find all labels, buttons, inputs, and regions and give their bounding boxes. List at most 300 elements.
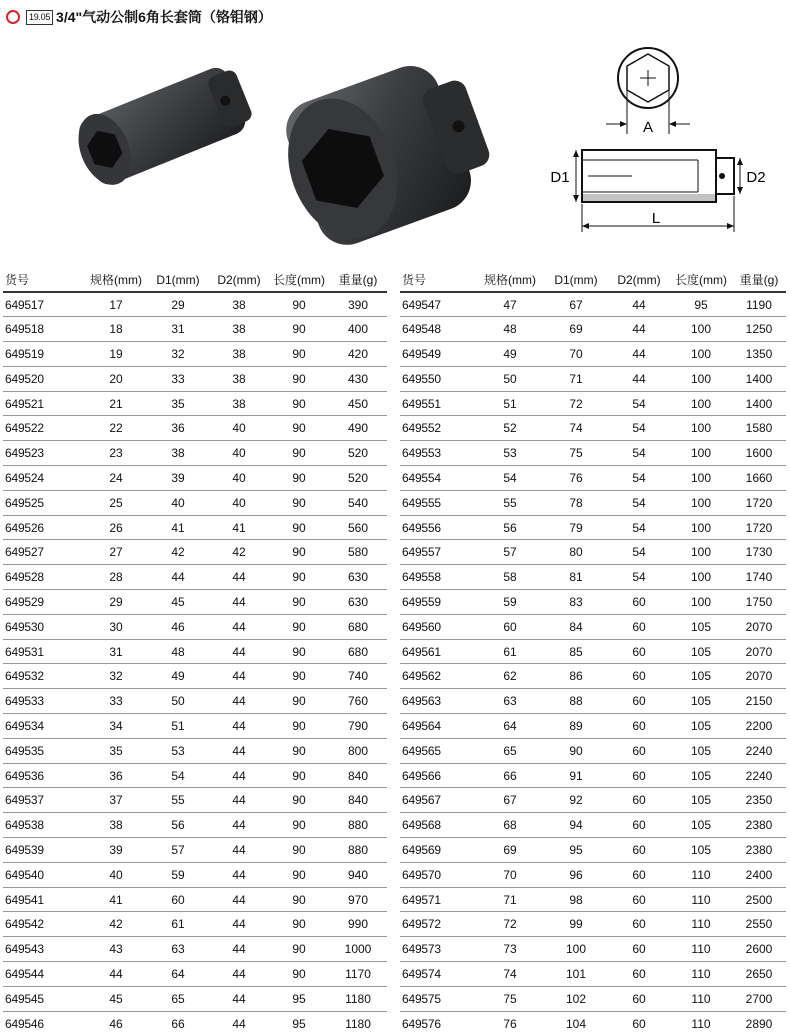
cell-d2: 60 xyxy=(608,714,670,739)
cell-code: 649525 xyxy=(3,490,85,515)
cell-d1: 95 xyxy=(544,838,608,863)
cell-size: 42 xyxy=(85,912,147,937)
cell-length: 90 xyxy=(269,292,329,317)
cell-length: 90 xyxy=(269,738,329,763)
cell-weight: 1000 xyxy=(329,937,387,962)
cell-size: 66 xyxy=(476,763,544,788)
table-row xyxy=(400,590,786,615)
cell-d1: 51 xyxy=(147,714,209,739)
cell-length: 90 xyxy=(269,813,329,838)
large-socket-photo xyxy=(278,52,496,252)
cell-size: 45 xyxy=(85,986,147,1011)
col-header-code: 货号 xyxy=(3,268,85,292)
table-row xyxy=(400,986,786,1011)
cell-code: 649571 xyxy=(400,887,476,912)
cell-d1: 59 xyxy=(147,862,209,887)
cell-size: 55 xyxy=(476,490,544,515)
spec-table xyxy=(3,268,387,1035)
cell-code: 649545 xyxy=(3,986,85,1011)
table-row xyxy=(400,416,786,441)
cell-d2: 60 xyxy=(608,639,670,664)
cell-d1: 90 xyxy=(544,738,608,763)
col-header-code: 货号 xyxy=(400,268,476,292)
table-row xyxy=(3,565,387,590)
table-row xyxy=(400,366,786,391)
cell-code: 649540 xyxy=(3,862,85,887)
cell-weight: 1180 xyxy=(329,986,387,1011)
table-row xyxy=(400,887,786,912)
cell-d1: 89 xyxy=(544,714,608,739)
cell-d2: 44 xyxy=(209,887,269,912)
table-row xyxy=(400,763,786,788)
cell-length: 110 xyxy=(670,986,732,1011)
page-title: 3/4"气动公制6角长套筒（铬钼钢） xyxy=(56,9,272,25)
cell-code: 649533 xyxy=(3,689,85,714)
table-row xyxy=(3,292,387,317)
cell-size: 63 xyxy=(476,689,544,714)
cell-d2: 42 xyxy=(209,540,269,565)
cell-size: 52 xyxy=(476,416,544,441)
cell-d1: 69 xyxy=(544,317,608,342)
cell-weight: 2650 xyxy=(732,962,786,987)
cell-weight: 1580 xyxy=(732,416,786,441)
cell-weight: 880 xyxy=(329,838,387,863)
cell-weight: 1170 xyxy=(329,962,387,987)
cell-weight: 2600 xyxy=(732,937,786,962)
cell-d2: 54 xyxy=(608,490,670,515)
cell-d2: 54 xyxy=(608,391,670,416)
table-row xyxy=(400,441,786,466)
cell-d1: 64 xyxy=(147,962,209,987)
cell-d2: 44 xyxy=(608,317,670,342)
cell-code: 649523 xyxy=(3,441,85,466)
cell-d2: 60 xyxy=(608,738,670,763)
cell-size: 57 xyxy=(476,540,544,565)
cell-length: 100 xyxy=(670,317,732,342)
table-row xyxy=(3,317,387,342)
cell-code: 649539 xyxy=(3,838,85,863)
section-code: 19.05 xyxy=(26,10,53,25)
cell-d2: 40 xyxy=(209,441,269,466)
cell-d2: 60 xyxy=(608,937,670,962)
table-row xyxy=(400,862,786,887)
cell-weight: 420 xyxy=(329,342,387,367)
cell-d1: 74 xyxy=(544,416,608,441)
cell-weight: 2380 xyxy=(732,813,786,838)
cell-weight: 740 xyxy=(329,664,387,689)
col-header-weight: 重量(g) xyxy=(329,268,387,292)
cell-d2: 60 xyxy=(608,788,670,813)
cell-d2: 60 xyxy=(608,986,670,1011)
cell-length: 105 xyxy=(670,664,732,689)
cell-code: 649518 xyxy=(3,317,85,342)
cell-length: 110 xyxy=(670,1011,732,1035)
cell-size: 31 xyxy=(85,639,147,664)
cell-length: 105 xyxy=(670,639,732,664)
cell-size: 76 xyxy=(476,1011,544,1035)
cell-code: 649517 xyxy=(3,292,85,317)
cell-d2: 44 xyxy=(608,366,670,391)
cell-length: 90 xyxy=(269,565,329,590)
cell-weight: 880 xyxy=(329,813,387,838)
col-header-weight: 重量(g) xyxy=(732,268,786,292)
table-row xyxy=(400,714,786,739)
cell-d1: 40 xyxy=(147,490,209,515)
cell-size: 41 xyxy=(85,887,147,912)
table-row xyxy=(3,937,387,962)
cell-d2: 44 xyxy=(209,738,269,763)
cell-d1: 96 xyxy=(544,862,608,887)
cell-weight: 2240 xyxy=(732,763,786,788)
cell-d1: 48 xyxy=(147,639,209,664)
cell-size: 29 xyxy=(85,590,147,615)
cell-d1: 88 xyxy=(544,689,608,714)
cell-length: 90 xyxy=(269,962,329,987)
cell-size: 65 xyxy=(476,738,544,763)
cell-length: 90 xyxy=(269,912,329,937)
cell-weight: 840 xyxy=(329,788,387,813)
cell-d2: 44 xyxy=(209,614,269,639)
cell-length: 105 xyxy=(670,838,732,863)
cell-code: 649522 xyxy=(3,416,85,441)
cell-size: 70 xyxy=(476,862,544,887)
cell-code: 649576 xyxy=(400,1011,476,1035)
cell-d2: 44 xyxy=(209,1011,269,1035)
cell-code: 649526 xyxy=(3,515,85,540)
table-row xyxy=(3,614,387,639)
cell-length: 100 xyxy=(670,590,732,615)
cell-weight: 2380 xyxy=(732,838,786,863)
table-row xyxy=(3,813,387,838)
col-header-d2: D2(mm) xyxy=(209,268,269,292)
col-header-d1: D1(mm) xyxy=(147,268,209,292)
cell-d2: 44 xyxy=(209,689,269,714)
cell-d2: 38 xyxy=(209,292,269,317)
cell-d1: 83 xyxy=(544,590,608,615)
table-row xyxy=(400,788,786,813)
cell-d2: 60 xyxy=(608,862,670,887)
cell-code: 649557 xyxy=(400,540,476,565)
cell-weight: 800 xyxy=(329,738,387,763)
cell-size: 67 xyxy=(476,788,544,813)
table-row xyxy=(400,614,786,639)
cell-d1: 32 xyxy=(147,342,209,367)
cell-weight: 2070 xyxy=(732,664,786,689)
table-row xyxy=(400,962,786,987)
cell-size: 26 xyxy=(85,515,147,540)
cell-length: 90 xyxy=(269,838,329,863)
table-row xyxy=(3,515,387,540)
table-row xyxy=(400,540,786,565)
cell-weight: 1750 xyxy=(732,590,786,615)
table-row xyxy=(400,689,786,714)
cell-d1: 46 xyxy=(147,614,209,639)
cell-weight: 2240 xyxy=(732,738,786,763)
cell-weight: 990 xyxy=(329,912,387,937)
cell-code: 649559 xyxy=(400,590,476,615)
cell-length: 100 xyxy=(670,565,732,590)
cell-length: 105 xyxy=(670,763,732,788)
cell-length: 90 xyxy=(269,689,329,714)
cell-d1: 72 xyxy=(544,391,608,416)
cell-weight: 520 xyxy=(329,466,387,491)
table-row xyxy=(3,391,387,416)
cell-length: 95 xyxy=(269,1011,329,1035)
cell-d1: 55 xyxy=(147,788,209,813)
cell-code: 649547 xyxy=(400,292,476,317)
cell-size: 61 xyxy=(476,639,544,664)
cell-d2: 54 xyxy=(608,540,670,565)
cell-d1: 49 xyxy=(147,664,209,689)
socket-dimension-diagram xyxy=(548,42,770,238)
cell-d2: 54 xyxy=(608,416,670,441)
cell-d2: 40 xyxy=(209,490,269,515)
cell-d2: 38 xyxy=(209,366,269,391)
cell-d2: 60 xyxy=(608,838,670,863)
cell-d2: 40 xyxy=(209,466,269,491)
cell-length: 105 xyxy=(670,714,732,739)
cell-code: 649573 xyxy=(400,937,476,962)
cell-d2: 40 xyxy=(209,416,269,441)
cell-d1: 102 xyxy=(544,986,608,1011)
cell-d2: 38 xyxy=(209,342,269,367)
cell-d2: 60 xyxy=(608,912,670,937)
cell-code: 649568 xyxy=(400,813,476,838)
cell-weight: 1180 xyxy=(329,1011,387,1035)
table-row xyxy=(400,391,786,416)
cell-size: 75 xyxy=(476,986,544,1011)
table-header-row xyxy=(400,268,786,292)
cell-d1: 36 xyxy=(147,416,209,441)
cell-size: 34 xyxy=(85,714,147,739)
cell-size: 46 xyxy=(85,1011,147,1035)
cell-d1: 100 xyxy=(544,937,608,962)
cell-size: 33 xyxy=(85,689,147,714)
table-row xyxy=(400,466,786,491)
cell-code: 649535 xyxy=(3,738,85,763)
cell-code: 649565 xyxy=(400,738,476,763)
cell-d1: 65 xyxy=(147,986,209,1011)
cell-size: 60 xyxy=(476,614,544,639)
cell-size: 19 xyxy=(85,342,147,367)
table-row xyxy=(3,714,387,739)
table-row xyxy=(3,763,387,788)
cell-d2: 44 xyxy=(209,986,269,1011)
cell-d2: 54 xyxy=(608,515,670,540)
cell-weight: 430 xyxy=(329,366,387,391)
cell-weight: 680 xyxy=(329,639,387,664)
cell-code: 649564 xyxy=(400,714,476,739)
cell-length: 90 xyxy=(269,466,329,491)
cell-code: 649544 xyxy=(3,962,85,987)
cell-length: 90 xyxy=(269,614,329,639)
cell-weight: 1730 xyxy=(732,540,786,565)
cell-weight: 1740 xyxy=(732,565,786,590)
table-row xyxy=(3,887,387,912)
cell-d1: 54 xyxy=(147,763,209,788)
cell-d1: 70 xyxy=(544,342,608,367)
cell-d1: 61 xyxy=(147,912,209,937)
cell-code: 649542 xyxy=(3,912,85,937)
cell-size: 36 xyxy=(85,763,147,788)
cell-code: 649541 xyxy=(3,887,85,912)
cell-size: 20 xyxy=(85,366,147,391)
table-row xyxy=(3,342,387,367)
cell-code: 649562 xyxy=(400,664,476,689)
cell-weight: 760 xyxy=(329,689,387,714)
col-header-d2: D2(mm) xyxy=(608,268,670,292)
cell-code: 649551 xyxy=(400,391,476,416)
cell-size: 47 xyxy=(476,292,544,317)
cell-weight: 1660 xyxy=(732,466,786,491)
cell-size: 43 xyxy=(85,937,147,962)
cell-d1: 60 xyxy=(147,887,209,912)
cell-d2: 41 xyxy=(209,515,269,540)
cell-code: 649554 xyxy=(400,466,476,491)
cell-code: 649521 xyxy=(3,391,85,416)
dimension-d2-label: D2 xyxy=(746,169,766,186)
cell-size: 35 xyxy=(85,738,147,763)
col-header-length: 长度(mm) xyxy=(269,268,329,292)
table-row xyxy=(400,490,786,515)
cell-weight: 2550 xyxy=(732,912,786,937)
table-row xyxy=(400,639,786,664)
cell-length: 105 xyxy=(670,788,732,813)
cell-length: 90 xyxy=(269,590,329,615)
cell-weight: 970 xyxy=(329,887,387,912)
cell-d2: 44 xyxy=(209,962,269,987)
cell-size: 24 xyxy=(85,466,147,491)
cell-size: 27 xyxy=(85,540,147,565)
cell-size: 71 xyxy=(476,887,544,912)
cell-length: 100 xyxy=(670,366,732,391)
cell-length: 100 xyxy=(670,391,732,416)
cell-size: 18 xyxy=(85,317,147,342)
cell-length: 90 xyxy=(269,937,329,962)
table-row xyxy=(3,664,387,689)
cell-length: 100 xyxy=(670,441,732,466)
cell-d2: 54 xyxy=(608,441,670,466)
cell-d1: 50 xyxy=(147,689,209,714)
table-row xyxy=(400,342,786,367)
cell-d2: 38 xyxy=(209,317,269,342)
cell-d2: 44 xyxy=(209,590,269,615)
cell-size: 73 xyxy=(476,937,544,962)
table-row xyxy=(3,788,387,813)
cell-d1: 78 xyxy=(544,490,608,515)
cell-weight: 2070 xyxy=(732,639,786,664)
cell-d1: 39 xyxy=(147,466,209,491)
cell-d1: 31 xyxy=(147,317,209,342)
cell-code: 649555 xyxy=(400,490,476,515)
spec-table-left xyxy=(3,268,387,1035)
cell-size: 17 xyxy=(85,292,147,317)
cell-d2: 54 xyxy=(608,466,670,491)
cell-length: 90 xyxy=(269,515,329,540)
cell-weight: 2200 xyxy=(732,714,786,739)
cell-weight: 2070 xyxy=(732,614,786,639)
cell-code: 649558 xyxy=(400,565,476,590)
cell-length: 100 xyxy=(670,466,732,491)
cell-d2: 60 xyxy=(608,614,670,639)
table-row xyxy=(400,317,786,342)
cell-code: 649546 xyxy=(3,1011,85,1035)
cell-d1: 101 xyxy=(544,962,608,987)
section-header xyxy=(6,6,272,28)
cell-length: 105 xyxy=(670,738,732,763)
cell-size: 40 xyxy=(85,862,147,887)
table-row xyxy=(3,466,387,491)
table-row xyxy=(3,590,387,615)
cell-size: 22 xyxy=(85,416,147,441)
cell-weight: 1720 xyxy=(732,515,786,540)
cell-weight: 400 xyxy=(329,317,387,342)
cell-code: 649560 xyxy=(400,614,476,639)
cell-code: 649520 xyxy=(3,366,85,391)
cell-length: 110 xyxy=(670,937,732,962)
cell-length: 90 xyxy=(269,639,329,664)
cell-weight: 1400 xyxy=(732,391,786,416)
cell-weight: 560 xyxy=(329,515,387,540)
cell-d2: 44 xyxy=(209,862,269,887)
cell-d1: 91 xyxy=(544,763,608,788)
cell-size: 53 xyxy=(476,441,544,466)
cell-weight: 840 xyxy=(329,763,387,788)
cell-code: 649553 xyxy=(400,441,476,466)
cell-d2: 44 xyxy=(209,937,269,962)
cell-d1: 75 xyxy=(544,441,608,466)
cell-d1: 84 xyxy=(544,614,608,639)
cell-weight: 2350 xyxy=(732,788,786,813)
cell-d2: 44 xyxy=(209,714,269,739)
spec-table-right xyxy=(400,268,786,1035)
table-row xyxy=(3,838,387,863)
cell-size: 21 xyxy=(85,391,147,416)
cell-weight: 450 xyxy=(329,391,387,416)
cell-code: 649566 xyxy=(400,763,476,788)
cell-d2: 44 xyxy=(209,639,269,664)
long-socket-photo xyxy=(70,50,260,200)
cell-size: 44 xyxy=(85,962,147,987)
cell-length: 90 xyxy=(269,788,329,813)
cell-weight: 2890 xyxy=(732,1011,786,1035)
cell-d2: 44 xyxy=(608,342,670,367)
cell-size: 74 xyxy=(476,962,544,987)
cell-weight: 1250 xyxy=(732,317,786,342)
cell-weight: 2700 xyxy=(732,986,786,1011)
cell-length: 90 xyxy=(269,664,329,689)
cell-code: 649531 xyxy=(3,639,85,664)
cell-d1: 81 xyxy=(544,565,608,590)
cell-weight: 790 xyxy=(329,714,387,739)
cell-weight: 2150 xyxy=(732,689,786,714)
dimension-d1-label: D1 xyxy=(550,169,570,186)
cell-d1: 53 xyxy=(147,738,209,763)
cell-code: 649563 xyxy=(400,689,476,714)
cell-d2: 60 xyxy=(608,887,670,912)
table-row xyxy=(3,416,387,441)
table-row xyxy=(3,986,387,1011)
cell-d1: 56 xyxy=(147,813,209,838)
table-row xyxy=(400,838,786,863)
cell-size: 25 xyxy=(85,490,147,515)
cell-size: 69 xyxy=(476,838,544,863)
cell-code: 649532 xyxy=(3,664,85,689)
cell-length: 110 xyxy=(670,862,732,887)
cell-code: 649548 xyxy=(400,317,476,342)
table-row xyxy=(3,490,387,515)
cell-weight: 2500 xyxy=(732,887,786,912)
